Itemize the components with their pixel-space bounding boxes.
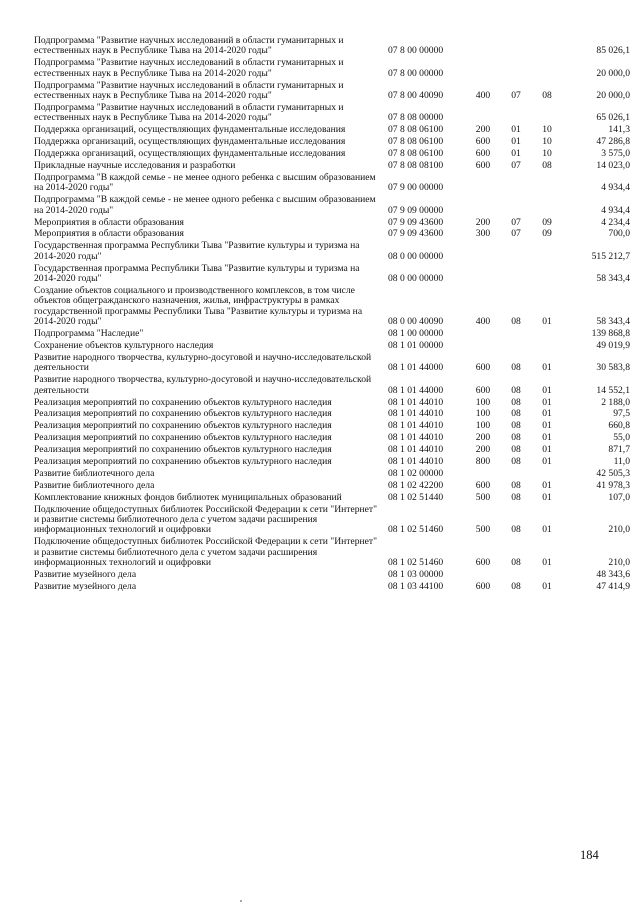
row-sum: 41 978,3 [596, 479, 630, 491]
table-row [34, 375, 630, 397]
row-csr: 08 1 02 51460 [388, 524, 444, 536]
row-sum: 47 414,9 [596, 581, 630, 592]
row-rz [500, 195, 532, 217]
row-csr: 07 8 08 00000 [388, 112, 444, 124]
row-rz: 08 [511, 444, 521, 456]
row-rz [500, 264, 532, 286]
row-pr [532, 341, 562, 353]
row-vr: 800 [475, 456, 491, 468]
row-csr: 07 9 09 00000 [388, 204, 444, 216]
row-name: Поддержка организаций, осуществляющих фундаментальные исследования [34, 124, 346, 136]
row-pr: 09 [542, 228, 552, 240]
row-vr [466, 241, 500, 263]
row-pr: 01 [542, 491, 552, 503]
row-sum: 65 026,1 [596, 112, 630, 124]
row-csr: 07 8 08 08100 [388, 159, 444, 171]
row-pr [532, 195, 562, 217]
row-name: Подключение общедоступных библиотек Российской Федерации к сети "Интернет" и развитие системы библиотечного дела с учетом задачи расширения информационных технологий и оцифровки [34, 536, 378, 569]
row-csr: 08 1 00 00000 [388, 328, 444, 340]
row-rz: 08 [511, 524, 521, 536]
row-vr: 100 [475, 396, 491, 408]
row-pr: 01 [542, 432, 552, 444]
row-sum: 107,0 [608, 491, 630, 503]
row-pr [532, 36, 562, 58]
row-csr: 08 1 02 42200 [388, 479, 444, 491]
row-sum: 4 934,4 [601, 204, 630, 216]
row-name: Развитие народного творчества, культурно-досуговой и научно-исследовательской деятельности [34, 351, 372, 374]
row-csr: 07 8 00 00000 [388, 45, 444, 57]
row-name: Комплектование книжных фондов библиотек муниципальных образований [34, 491, 342, 503]
row-name: Государственная программа Республики Тыва "Развитие культуры и туризма на 2014-2020 годы" [34, 262, 360, 285]
row-rz: 01 [511, 148, 521, 160]
row-rz: 07 [511, 216, 521, 228]
row-rz [500, 241, 532, 263]
row-sum: 210,0 [608, 524, 630, 536]
row-pr: 01 [542, 396, 552, 408]
row-rz: 08 [511, 581, 521, 592]
row-pr [532, 264, 562, 286]
row-csr: 08 1 01 44000 [388, 362, 444, 374]
row-pr [532, 173, 562, 195]
row-name: Сохранение объектов культурного наследия [34, 339, 214, 351]
table-row [34, 264, 630, 286]
row-vr [466, 173, 500, 195]
row-vr: 600 [475, 148, 491, 160]
row-name: Реализация мероприятий по сохранению объектов культурного наследия [34, 456, 332, 468]
row-pr: 01 [542, 581, 552, 592]
row-rz: 08 [511, 557, 521, 569]
row-pr: 01 [542, 479, 552, 491]
row-csr: 08 1 01 00000 [388, 339, 444, 351]
row-sum: 20 000,0 [596, 90, 630, 102]
row-name: Развитие библиотечного дела [34, 479, 155, 491]
row-vr: 200 [475, 444, 491, 456]
row-name: Поддержка организаций, осуществляющих фундаментальные исследования [34, 148, 346, 160]
row-pr: 01 [542, 557, 552, 569]
row-sum: 20 000,0 [596, 67, 630, 79]
row-name: Подпрограмма "В каждой семье - не менее одного ребенка с высшим образованием на 2014-2020 годы" [34, 194, 376, 216]
row-pr: 08 [542, 159, 552, 171]
table-row [34, 286, 630, 329]
row-name: Поддержка организаций, осуществляющих фундаментальные исследования [34, 136, 346, 148]
row-pr: 01 [542, 420, 552, 432]
table-row [34, 36, 630, 58]
row-csr: 08 1 01 44010 [388, 456, 444, 468]
row-rz: 08 [511, 420, 521, 432]
row-csr: 08 1 03 44100 [388, 581, 444, 592]
row-vr: 500 [475, 524, 491, 536]
row-pr: 01 [542, 362, 552, 374]
row-name: Реализация мероприятий по сохранению объектов культурного наследия [34, 420, 332, 432]
row-csr: 07 8 08 06100 [388, 148, 444, 160]
row-name: Подпрограмма "Развитие научных исследований в области гуманитарных и естественных наук в Республике Тыва на 2014-2020 годы" [34, 101, 344, 124]
table-row [34, 58, 630, 80]
row-vr: 100 [475, 408, 491, 420]
row-sum: 58 343,4 [596, 273, 630, 285]
row-name: Подпрограмма "Развитие научных исследований в области гуманитарных и естественных наук в Республике Тыва на 2014-2020 годы" [34, 57, 344, 79]
table-row [34, 241, 630, 263]
row-name: Мероприятия в области образования [34, 228, 184, 240]
row-vr: 600 [475, 159, 491, 171]
row-csr: 08 1 01 44000 [388, 384, 444, 396]
row-sum: 2 188,0 [601, 396, 630, 408]
row-vr: 200 [475, 432, 491, 444]
table-row [34, 505, 630, 538]
page-number: 184 [580, 848, 599, 862]
row-pr [532, 329, 562, 341]
row-vr [466, 58, 500, 80]
table-row [34, 537, 630, 570]
row-name: Развитие музейного дела [34, 569, 137, 581]
row-vr: 400 [475, 90, 491, 102]
row-sum: 4 234,4 [601, 216, 630, 228]
row-sum: 871,7 [608, 444, 630, 456]
row-sum: 139 868,8 [591, 328, 630, 340]
row-sum: 58 343,4 [596, 316, 630, 328]
row-vr: 600 [475, 479, 491, 491]
row-rz: 07 [511, 228, 521, 240]
row-sum: 85 026,1 [596, 45, 630, 57]
row-vr [466, 341, 500, 353]
row-pr: 01 [542, 456, 552, 468]
row-vr: 600 [475, 362, 491, 374]
row-vr [466, 329, 500, 341]
row-pr [532, 58, 562, 80]
row-pr [532, 103, 562, 125]
row-pr: 01 [542, 408, 552, 420]
row-sum: 700,0 [608, 228, 630, 240]
row-pr [532, 241, 562, 263]
row-csr: 08 1 01 44010 [388, 408, 444, 420]
row-rz: 08 [511, 362, 521, 374]
row-name: Подпрограмма "В каждой семье - не менее одного ребенка с высшим образованием на 2014-2020 годы" [34, 171, 376, 194]
row-name: Реализация мероприятий по сохранению объектов культурного наследия [34, 408, 332, 420]
row-sum: 14 552,1 [596, 384, 630, 396]
row-name: Подпрограмма "Наследие" [34, 328, 144, 340]
row-csr: 08 1 02 51460 [388, 557, 444, 569]
table-row [34, 481, 630, 493]
table-row [34, 582, 630, 594]
row-sum: 3 575,0 [601, 148, 630, 160]
scan-speck [240, 900, 242, 902]
row-name: Подпрограмма "Развитие научных исследований в области гуманитарных и естественных наук в Республике Тыва на 2014-2020 годы" [34, 35, 344, 57]
table-row [34, 103, 630, 125]
row-rz [500, 173, 532, 195]
budget-table [34, 36, 630, 594]
table-row [34, 173, 630, 195]
row-csr: 07 8 08 06100 [388, 136, 444, 148]
row-vr: 300 [475, 228, 491, 240]
row-csr: 08 1 02 51440 [388, 491, 444, 503]
row-sum: 42 505,3 [596, 467, 630, 479]
row-rz [500, 329, 532, 341]
row-sum: 210,0 [608, 557, 630, 569]
row-sum: 30 583,8 [596, 362, 630, 374]
row-csr: 08 1 03 00000 [388, 569, 444, 581]
row-csr: 08 0 00 40090 [388, 316, 444, 328]
row-vr: 600 [475, 581, 491, 592]
row-rz: 01 [511, 124, 521, 136]
row-vr [466, 103, 500, 125]
row-pr: 01 [542, 524, 552, 536]
table-row [34, 81, 630, 103]
row-csr: 08 1 02 00000 [388, 467, 444, 479]
row-csr: 07 9 09 43600 [388, 228, 444, 240]
row-pr: 01 [542, 316, 552, 328]
row-name: Мероприятия в области образования [34, 216, 184, 228]
row-pr: 10 [542, 124, 552, 136]
row-csr: 07 9 00 00000 [388, 182, 444, 194]
row-pr: 01 [542, 444, 552, 456]
row-rz [500, 58, 532, 80]
row-rz: 01 [511, 136, 521, 148]
row-pr: 09 [542, 216, 552, 228]
row-name: Создание объектов социального и производственного комплексов, в том числе объектов общегражданского назначения, жилья, инфраструктуры в рамках государственной программы Республики Тыва "Развитие культуры и туризма на 2014-2020 годы" [34, 284, 363, 328]
row-name: Реализация мероприятий по сохранению объектов культурного наследия [34, 444, 332, 456]
row-pr: 10 [542, 136, 552, 148]
row-name: Реализация мероприятий по сохранению объектов культурного наследия [34, 396, 332, 408]
row-csr: 08 1 01 44010 [388, 444, 444, 456]
row-rz: 07 [511, 90, 521, 102]
row-name: Государственная программа Республики Тыва "Развитие культуры и туризма на 2014-2020 годы" [34, 240, 360, 262]
row-rz: 08 [511, 408, 521, 420]
row-rz [500, 103, 532, 125]
row-name: Развитие народного творчества, культурно-досуговой и научно-исследовательской деятельности [34, 374, 372, 396]
budget-table-body [34, 36, 630, 594]
row-csr: 08 1 01 44010 [388, 420, 444, 432]
table-row [34, 195, 630, 217]
row-rz: 08 [511, 316, 521, 328]
row-csr: 08 0 00 00000 [388, 250, 444, 262]
row-rz: 08 [511, 396, 521, 408]
row-vr: 200 [475, 124, 491, 136]
row-pr: 01 [542, 384, 552, 396]
table-row [34, 353, 630, 375]
row-csr: 08 1 01 44010 [388, 396, 444, 408]
row-name: Прикладные научные исследования и разработки [34, 159, 236, 171]
row-rz: 08 [511, 384, 521, 396]
row-vr: 500 [475, 491, 491, 503]
table-row [34, 493, 630, 505]
row-sum: 660,8 [608, 420, 630, 432]
row-csr: 08 0 00 00000 [388, 273, 444, 285]
row-rz: 08 [511, 432, 521, 444]
row-vr [466, 195, 500, 217]
row-sum: 97,5 [613, 408, 630, 420]
row-sum: 11,0 [613, 456, 630, 468]
row-vr: 600 [475, 136, 491, 148]
row-rz: 08 [511, 456, 521, 468]
row-vr: 400 [475, 316, 491, 328]
row-vr: 600 [475, 384, 491, 396]
row-csr: 07 8 00 00000 [388, 67, 444, 79]
row-sum: 515 212,7 [591, 250, 630, 262]
row-sum: 47 286,8 [596, 136, 630, 148]
row-vr [466, 264, 500, 286]
row-name: Развитие музейного дела [34, 581, 137, 592]
row-sum: 55,0 [613, 432, 630, 444]
row-sum: 49 019,9 [596, 339, 630, 351]
row-sum: 4 934,4 [601, 182, 630, 194]
row-rz: 08 [511, 479, 521, 491]
row-sum: 48 343,6 [596, 569, 630, 581]
row-sum: 141,3 [608, 124, 630, 136]
row-name: Подключение общедоступных библиотек Российской Федерации к сети "Интернет" и развитие системы библиотечного дела с учетом задачи расширения информационных технологий и оцифровки [34, 503, 378, 536]
row-name: Подпрограмма "Развитие научных исследований в области гуманитарных и естественных наук в Республике Тыва на 2014-2020 годы" [34, 79, 344, 102]
row-vr: 600 [475, 557, 491, 569]
row-sum: 14 023,0 [596, 159, 630, 171]
row-csr: 07 8 08 06100 [388, 124, 444, 136]
row-vr: 200 [475, 216, 491, 228]
row-rz [500, 36, 532, 58]
row-csr: 07 9 09 43600 [388, 216, 444, 228]
row-vr [466, 36, 500, 58]
row-rz [500, 341, 532, 353]
row-pr: 10 [542, 148, 552, 160]
row-csr: 07 8 00 40090 [388, 90, 444, 102]
row-vr: 100 [475, 420, 491, 432]
row-csr: 08 1 01 44010 [388, 432, 444, 444]
row-rz: 07 [511, 159, 521, 171]
row-name: Развитие библиотечного дела [34, 467, 155, 479]
row-pr: 08 [542, 90, 552, 102]
row-rz: 08 [511, 491, 521, 503]
row-name: Реализация мероприятий по сохранению объектов культурного наследия [34, 432, 332, 444]
